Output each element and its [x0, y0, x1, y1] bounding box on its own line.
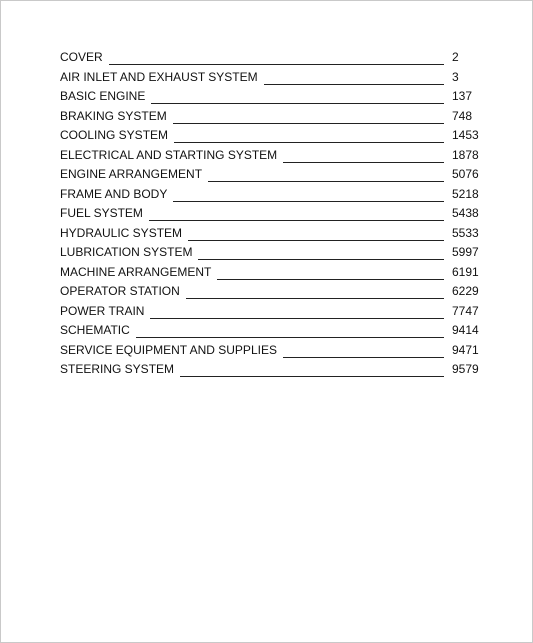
toc-entry-title: POWER TRAIN: [60, 303, 145, 318]
toc-entry-basic-engine[interactable]: [60, 88, 480, 108]
toc-entry-title: FRAME AND BODY: [60, 186, 168, 201]
toc-entry-title: HYDRAULIC SYSTEM: [60, 225, 183, 240]
toc-entry-steering-system[interactable]: [60, 361, 480, 381]
toc-entry-page: 9414: [452, 323, 479, 337]
toc-entry-page: 7747: [452, 303, 479, 318]
toc-entry-air-inlet-and-exhaust-system[interactable]: [60, 69, 480, 89]
toc-entry-page: 3: [452, 69, 459, 84]
toc-entry-cooling-system[interactable]: [60, 127, 480, 147]
toc-entry-title: ELECTRICAL AND STARTING SYSTEM: [60, 147, 278, 162]
toc-entry-page: 5218: [452, 186, 479, 201]
toc-entry-page: 6191: [452, 264, 479, 279]
table-of-contents: [60, 49, 480, 381]
toc-entry-braking-system[interactable]: [60, 108, 480, 128]
toc-leader-line: [186, 283, 444, 299]
toc-entry-machine-arrangement[interactable]: [60, 264, 480, 284]
toc-entry-title: SCHEMATIC: [60, 323, 130, 337]
toc-entry-page: 5076: [452, 167, 479, 181]
toc-leader-line: [180, 361, 444, 377]
toc-leader-line: [174, 127, 444, 143]
toc-leader-line: [150, 303, 444, 319]
toc-leader-line: [217, 264, 444, 280]
toc-leader-line: [283, 147, 444, 163]
toc-entry-frame-and-body[interactable]: [60, 186, 480, 206]
toc-entry-cover[interactable]: [60, 49, 480, 69]
toc-entry-page: 9579: [452, 362, 479, 376]
toc-leader-line: [173, 108, 444, 124]
toc-entry-operator-station[interactable]: [60, 283, 480, 303]
toc-entry-title: FUEL SYSTEM: [60, 206, 143, 220]
toc-entry-page: 5438: [452, 206, 479, 220]
toc-leader-line: [264, 69, 444, 85]
toc-entry-power-train[interactable]: [60, 303, 480, 323]
toc-entry-title: OPERATOR STATION: [60, 284, 180, 298]
toc-entry-title: SERVICE EQUIPMENT AND SUPPLIES: [60, 342, 277, 357]
toc-leader-line: [208, 166, 444, 182]
toc-entry-hydraulic-system[interactable]: [60, 225, 480, 245]
toc-entry-title: MACHINE ARRANGEMENT: [60, 264, 212, 279]
toc-leader-line: [198, 244, 444, 260]
toc-entry-title: BASIC ENGINE: [60, 89, 146, 103]
toc-entry-lubrication-system[interactable]: [60, 244, 480, 264]
toc-entry-page: 5997: [452, 245, 479, 259]
toc-leader-line: [136, 322, 444, 338]
toc-entry-title: COVER: [60, 50, 103, 64]
toc-entry-page: 9471: [452, 342, 479, 357]
toc-entry-page: 6229: [452, 284, 479, 298]
toc-leader-line: [283, 342, 444, 358]
toc-entry-page: 1878: [452, 147, 479, 162]
toc-leader-line: [188, 225, 444, 241]
toc-entry-title: COOLING SYSTEM: [60, 128, 169, 142]
toc-entry-engine-arrangement[interactable]: [60, 166, 480, 186]
toc-leader-line: [149, 205, 444, 221]
toc-entry-title: AIR INLET AND EXHAUST SYSTEM: [60, 69, 258, 84]
toc-entry-service-equipment-and-supplies[interactable]: [60, 342, 480, 362]
toc-entry-title: STEERING SYSTEM: [60, 362, 175, 376]
toc-entry-page: 748: [452, 108, 473, 123]
toc-leader-line: [173, 186, 444, 202]
toc-entry-title: ENGINE ARRANGEMENT: [60, 167, 203, 181]
toc-entry-title: LUBRICATION SYSTEM: [60, 245, 193, 259]
toc-entry-title: BRAKING SYSTEM: [60, 108, 167, 123]
toc-entry-schematic[interactable]: [60, 322, 480, 342]
toc-entry-page: 2: [452, 50, 459, 64]
toc-leader-line: [151, 88, 444, 104]
toc-entry-page: 1453: [452, 128, 479, 142]
toc-entry-fuel-system[interactable]: [60, 205, 480, 225]
toc-entry-page: 137: [452, 89, 473, 103]
toc-entry-electrical-and-starting-system[interactable]: [60, 147, 480, 167]
toc-leader-line: [109, 49, 444, 65]
toc-entry-page: 5533: [452, 225, 479, 240]
